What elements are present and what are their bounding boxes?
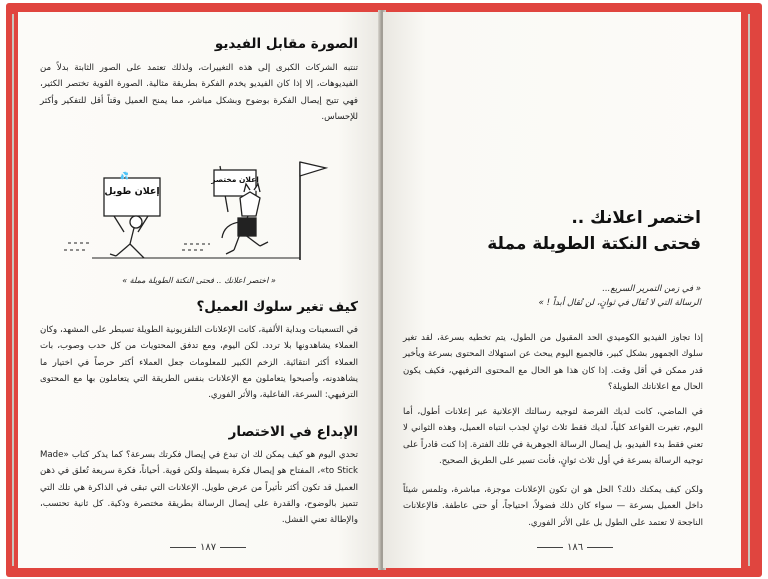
illustration-caption: « اختصر اعلانك .. فحتى النكتة الطويلة مملة » (122, 276, 276, 285)
short-ad-sign-text: إعلان مختصر (211, 175, 259, 184)
chapter-title-line2: فحتى النكتة الطويلة مملة (487, 234, 701, 254)
finish-flag (300, 162, 326, 260)
paragraph-intro: إذا تجاوز الفيديو الكوميدي الحد المقبول من الطول، يتم تخطيه بسرعة، لقد تغير سلوك الجمهور بشكل كبير، فالجميع اليوم يبحث عن استهلاك المحتوى بسرعة ويأخير قدر ممكن في أقل وقت. إذا كان هذا هو الحال مع المحتوى الترفيهي، فكيف يكون الحال مع اعلاناتك الطويلة؟ (403, 333, 703, 392)
page-edges-left (12, 14, 14, 566)
page-edges-right (748, 14, 750, 566)
long-ad-sign-text: إعلان طويل (104, 186, 160, 197)
slow-runner-long-ad (104, 171, 160, 258)
paragraph-customer-behavior: في التسعينات وبداية الألفية، كانت الإعلانات التلفزيونية الطويلة تسيطر على المشهد، وكان العملاء يشاهدونها بلا تردد. لكن اليوم، ومع تدفق المحتويات من كل حدب وصوب، بات العملاء أكثر انتقائية. الزخم الكبير للمعلومات جعل العملاء أكثر حرصاً في اختيار ما يشاهدونه، وأصبحوا يتعاملون مع الإعلانات بنفس الطريقة التي يتعاملون بها مع المحتوى الترفيهي: السرعة، الفاعلية، والأثر الفوري. (40, 325, 358, 401)
page-number-left: ١٨٧ (166, 542, 250, 553)
paragraph-image-vs-video: تنتبه الشركات الكبرى إلى هذه التغييرات، ولذلك تعتمد على الصور الثابتة بدلاً من الفيديوهات، إلا إذا كان الفيديو يخدم الفكرة بطريقة مثالية. الصورة القوية تختصر الكثير، فهي تتيح إيصال الفكرة بوضوح وبشكل مباشر، مما يمنح العميل وقتاً أقل للتفكير وأكثر للإحساس. (40, 63, 358, 122)
left-page (18, 12, 382, 568)
chapter-title-line1: اختصر اعلانك .. (571, 208, 701, 228)
heading-creativity-brevity: الإبداع في الاختصار (228, 424, 358, 440)
heading-customer-behavior: كيف تغير سلوك العميل؟ (196, 299, 358, 315)
paragraph-creativity-brevity: تحدي اليوم هو كيف يمكن لك ان تبدع في إيصال فكرتك بسرعة؟ كما يذكر كتاب «Made to Stick»، المفتاح هو إيصال فكرة بسيطة ولكن قوية. أحياناً، فكرة سريعة تُعلق في ذهن العميل قد تكون أكثر تأثيراً من عرض طويل. الإعلانات التي تبقى في الذاكرة هي تلك التي تتميز بالوضوح، والقدرة على إيصال الرسالة بطريقة مختصرة وذكية. كل ثانية تحتسب، والإطالة تعني الفشل. (40, 450, 358, 526)
page-number-right: ١٨٦ (533, 542, 617, 553)
paragraph-solution: ولكن كيف يمكنك ذلك؟ الحل هو ان تكون الإعلانات موجزة، مباشرة، وتلمس شيئاً داخل العميل بسرعة — سواء كان ذلك فضولاً، احتياجاً، أو حتى عاطفة. فالإعلانات الناجحة لا تعتمد على الطول بل على الأثر الفوري. (403, 485, 703, 528)
right-page (383, 12, 741, 568)
heading-image-vs-video: الصورة مقابل الفيديو (214, 36, 358, 52)
epigraph-line1: « في زمن التمرير السريع... (602, 284, 701, 294)
svg-text:💦: 💦 (120, 172, 129, 180)
track-lines (64, 243, 300, 258)
paragraph-past-vs-today: في الماضي، كانت لديك الفرصة لتوجيه رسالتك الإعلانية عبر إعلانات أطول، أما اليوم، تغيرت القواعد كلياً، لديك فقط ثلاث ثوانٍ لجذب انتباه العميل، وهذه الثواني لا تعني فقط بدء الفيديو، بل إيصال الرسالة الجوهرية في تلك الفترة. إذا كنت قادراً على توجيه الرسالة بسرعة في أول ثلاث ثوانٍ، فأنت تسير على الطريق الصحيح. (403, 407, 703, 466)
epigraph-line2: الرسالة التي لا تُقال في ثوانٍ، لن تُقال أبداً ! » (538, 298, 701, 308)
illustration-long-vs-short-ad (64, 158, 334, 274)
